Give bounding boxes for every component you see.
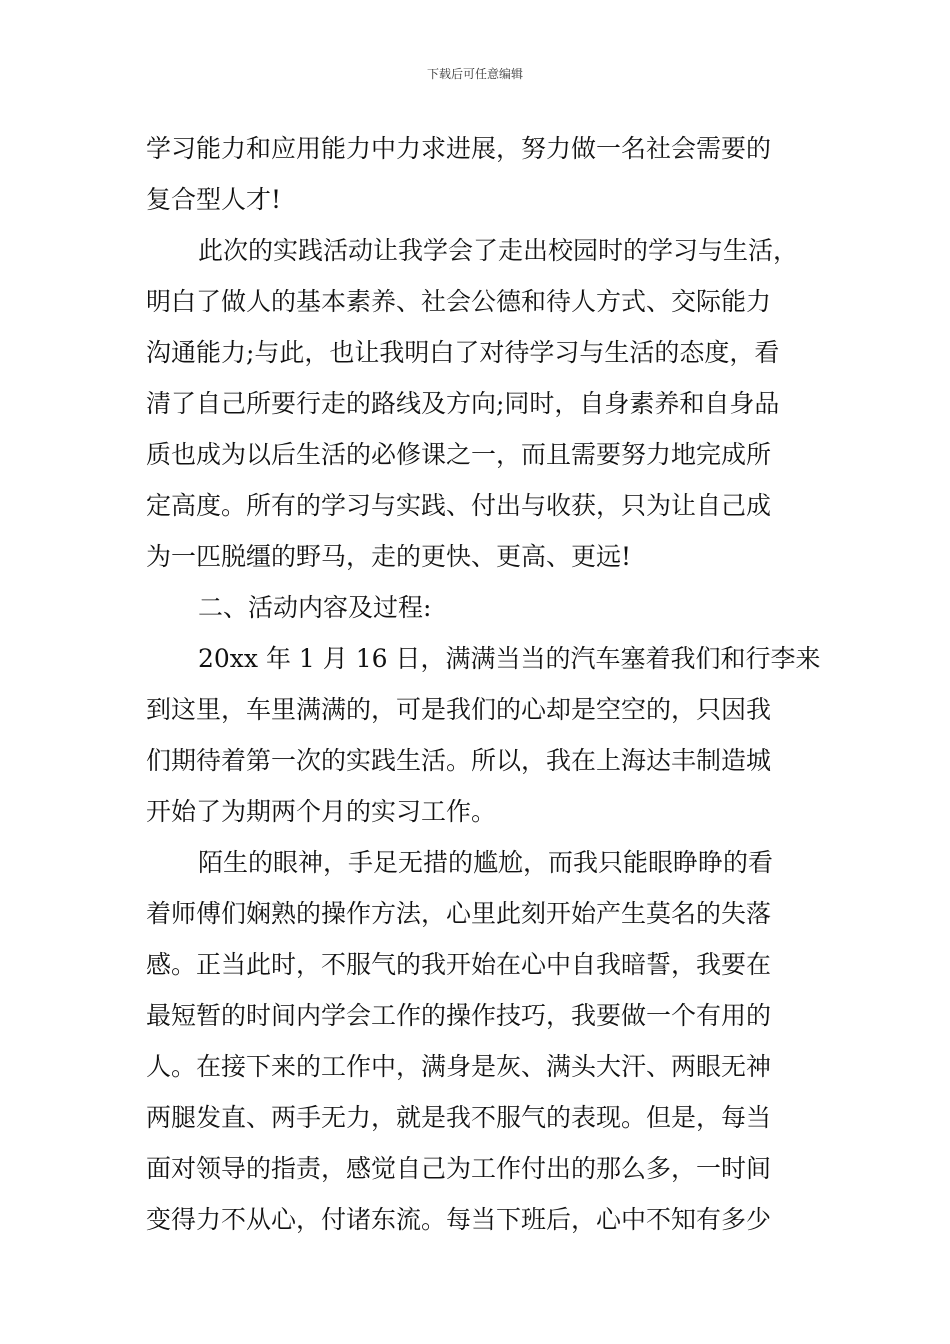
paragraph-start-line: 20xx 年 1 月 16 日，满满当当的汽车塞着我们和行李来 bbox=[198, 644, 821, 673]
paragraph-start-line: 陌生的眼神，手足无措的尴尬，而我只能眼睁睁的看 bbox=[198, 848, 774, 877]
text-line: 到这里，车里满满的，可是我们的心却是空空的，只因我 bbox=[146, 695, 772, 724]
text-line: 着师傅们娴熟的操作方法，心里此刻开始产生莫名的失落 bbox=[146, 899, 772, 928]
text-line: 们期待着第一次的实践生活。所以，我在上海达丰制造城 bbox=[146, 746, 772, 775]
text-line: 沟通能力;与此，也让我明白了对待学习与生活的态度，看 bbox=[146, 338, 780, 367]
text-line: 明白了做人的基本素养、社会公德和待人方式、交际能力 bbox=[146, 287, 772, 316]
text-line: 人。在接下来的工作中，满身是灰、满头大汗、两眼无神 bbox=[146, 1052, 772, 1081]
text-line: 开始了为期两个月的实习工作。 bbox=[146, 797, 497, 826]
text-line: 两腿发直、两手无力，就是我不服气的表现。但是，每当 bbox=[146, 1103, 772, 1132]
text-line: 复合型人才! bbox=[146, 185, 282, 214]
text-line: 定高度。所有的学习与实践、付出与收获，只为让自己成 bbox=[146, 491, 772, 520]
text-line: 学习能力和应用能力中力求进展，努力做一名社会需要的 bbox=[146, 134, 772, 163]
page-header: 下载后可任意编辑 bbox=[426, 67, 523, 81]
section-heading: 二、活动内容及过程: bbox=[198, 593, 432, 622]
text-line: 变得力不从心，付诸东流。每当下班后，心中不知有多少 bbox=[146, 1205, 772, 1234]
text-line: 清了自己所要行走的路线及方向;同时，自身素养和自身品 bbox=[146, 389, 780, 418]
text-line: 质也成为以后生活的必修课之一，而且需要努力地完成所 bbox=[146, 440, 772, 469]
text-line: 为一匹脱缰的野马，走的更快、更高、更远! bbox=[146, 542, 632, 571]
text-line: 感。正当此时，不服气的我开始在心中自我暗誓，我要在 bbox=[146, 950, 772, 979]
paragraph-start-line: 此次的实践活动让我学会了走出校园时的学习与生活， bbox=[198, 236, 799, 265]
text-line: 最短暂的时间内学会工作的操作技巧，我要做一个有用的 bbox=[146, 1001, 772, 1030]
text-line: 面对领导的指责，感觉自己为工作付出的那么多，一时间 bbox=[146, 1154, 772, 1183]
